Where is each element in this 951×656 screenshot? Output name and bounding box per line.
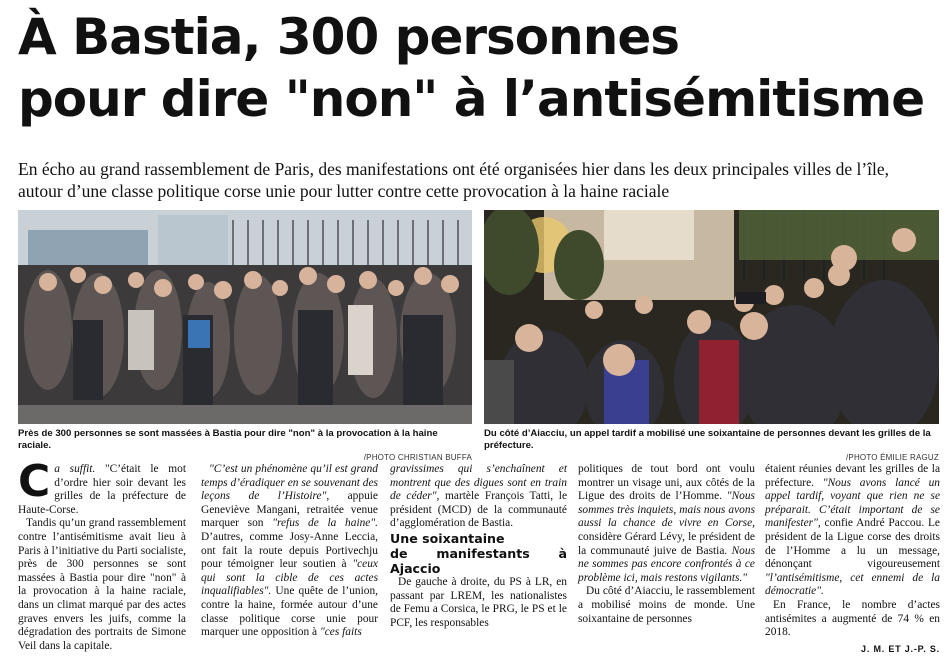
article-column-5	[765, 463, 940, 656]
paragraph: Du côté d’Aiacciu, le rassemblement a mobilisé moins de monde. Une soixantaine de personnes	[578, 585, 755, 625]
text-italic: a suffit.	[54, 463, 96, 475]
text: appuie Geneviève Mangani, retraitée venue marquer son	[201, 490, 378, 530]
text: étaient réunies devant les grilles de la préfecture.	[765, 463, 940, 489]
photo-bastia-crowd	[18, 210, 472, 424]
text: politiques de tout bord ont voulu montrer un visage uni, aux côtés de la Ligue des droits de l’Homme.	[578, 463, 755, 503]
paragraph: De gauche à droite, du PS à LR, en passant par LREM, les nationalistes de Femu a Corsica, le PRG, le PS et le PCF, les responsables	[390, 575, 567, 629]
quote: "refus de la haine".	[272, 517, 378, 530]
quote: "ceux qui sont la cible de ces actes inqualifiables".	[201, 558, 378, 598]
article-column-4	[578, 463, 755, 626]
photo-ajaccio-crowd	[484, 210, 939, 424]
text: D’autres, comme Josy-Anne Leccia, ont fait la route depuis Portivechju pour témoigner leur soutien à	[201, 530, 378, 571]
section-subheading	[390, 531, 567, 576]
drop-cap: C	[18, 456, 51, 507]
headline-line-2: pour dire "non" à l’antisémitisme	[18, 70, 925, 128]
article-column-3	[390, 463, 567, 630]
text: confie André Paccou. Le président de la Ligue corse des droits de l’Homme a lu un message, dénonçant vigoureusement	[765, 517, 940, 571]
quote: "C’est un phénomène qu’il est grand temps d’éradiquer en se souvenant des leçons de l’Histoire",	[201, 463, 378, 503]
subheading-line-1: Une soixantaine	[390, 530, 505, 546]
quote: "Nous sommes très inquiets, mais nous avons aussi la chance de vivre en Corse,	[578, 490, 755, 530]
paragraph: En France, le nombre d’actes antisémites a augmenté de 74 % en 2018.	[765, 598, 940, 639]
subheading-line-2: de manifestants à Ajaccio	[390, 545, 567, 576]
byline: J. M. ET J.-P. S.	[861, 643, 940, 654]
quote: "l’antisémitisme, cet ennemi de la démocratie".	[765, 571, 940, 598]
headline	[18, 6, 938, 130]
quote: gravissimes qui s’enchaînent et montrent que des digues sont en train de céder",	[390, 463, 567, 503]
paragraph	[201, 463, 378, 640]
paragraph: Tandis qu’un grand rassemblement contre l’antisémitisme avait lieu à Paris à l’initiative du Parti socialiste, près de 300 personnes se sont massées à Bastia pour dire "non" à la provocation à la haine raciale, dans un climat marqué par des actes graves envers les juifs, comme la dégradation des portraits de Simone Veil dans la capitale.	[18, 517, 186, 652]
text: martèle François Tatti, le président (MCD) de la communauté d’agglomération de Bastia.	[390, 490, 568, 530]
text: considère Gérard Lévy, le président de la communauté juive de Bastia.	[578, 530, 755, 557]
article-column-2	[201, 463, 378, 640]
paragraph	[578, 463, 755, 585]
paragraph	[765, 463, 940, 599]
paragraph	[390, 463, 567, 531]
quote: "ces faits	[319, 626, 362, 639]
caption-text: Près de 300 personnes se sont massées à Bastia pour dire "non" à la provocation à la haine raciale.	[18, 428, 438, 451]
photo-credit: /PHOTO CHRISTIAN BUFFA	[363, 453, 472, 462]
caption-text: Du côté d’Aiacciu, un appel tardif a mobilisé une soixantaine de personnes devant les grilles de la préfecture.	[484, 428, 931, 451]
photo-caption-bastia	[18, 428, 472, 464]
headline-line-1: À Bastia, 300 personnes	[18, 8, 680, 66]
quote: "Nous avons lancé un appel tardif, voyant que rien ne se préparait. C’était important de se manifester",	[765, 476, 940, 530]
quote: Nous ne sommes pas encore confrontés à ce problème ici, mais restons vigilants."	[578, 544, 755, 584]
text: "C’était le mot d’ordre hier soir devant les grilles de la préfecture de Haute-Corse.	[18, 463, 186, 516]
text: Une quête de l’union, contre la haine, formée autour d’une classe politique corse unie pour marquer une opposition à	[201, 585, 378, 639]
photo-caption-ajaccio	[484, 428, 939, 464]
paragraph	[18, 456, 186, 517]
standfirst: En écho au grand rassemblement de Paris, des manifestations ont été organisées hier dans les deux principales villes de l’île, autour d’une classe politique corse unie pour lutter contre cette provocation à la haine raciale	[18, 159, 890, 201]
photo-credit: /PHOTO ÉMILIE RAGUZ	[846, 453, 939, 462]
article-column-1	[18, 456, 186, 653]
